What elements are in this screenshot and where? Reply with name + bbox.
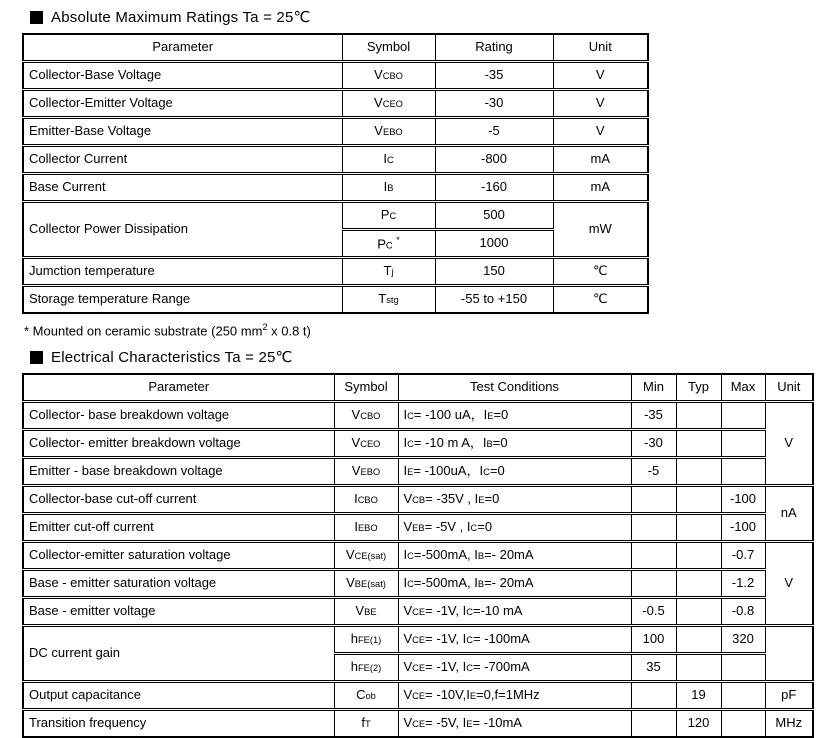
typ-cell [676,458,721,486]
unit-cell: ℃ [553,286,648,314]
t2-header-max: Max [721,374,765,402]
t2-header-unit: Unit [765,374,813,402]
typ-cell [676,598,721,626]
typ-cell [676,514,721,542]
cond-cell: IC= -100 uA，IE=0 [398,402,631,430]
datasheet-page [0,8,818,738]
cond-cell: VCE= -1V, IC=-10 mA [398,598,631,626]
unit-cell: V [765,402,813,486]
typ-cell: 19 [676,682,721,710]
table-header-row [23,34,648,62]
rating-cell: 1000 [435,230,553,258]
t1-header-rating: Rating [435,34,553,62]
unit-cell: V [765,542,813,626]
cond-cell: IC=-500mA, IB=- 20mA [398,570,631,598]
max-cell: -100 [721,514,765,542]
param-cell: Jumction temperature [23,258,342,286]
min-cell: -30 [631,430,676,458]
table-row [23,542,813,570]
symbol-cell: VCEO [334,430,398,458]
cond-cell: VEB= -5V , IC=0 [398,514,631,542]
symbol-cell: VCEO [342,90,435,118]
section2-title-text: Electrical Characteristics Ta = 25℃ [51,349,293,367]
symbol-cell: PC * [342,230,435,258]
param-cell: Base Current [23,174,342,202]
typ-cell [676,542,721,570]
cond-cell: VCE= -10V,IE=0,f=1MHz [398,682,631,710]
unit-cell: ℃ [553,258,648,286]
param-cell: Collector Power Dissipation [23,202,342,258]
symbol-cell: ICBO [334,486,398,514]
unit-cell: V [553,62,648,90]
max-cell: -0.8 [721,598,765,626]
typ-cell: 120 [676,710,721,738]
section1-title-text: Absolute Maximum Ratings Ta = 25℃ [51,9,311,26]
table-row [23,710,813,738]
table-row [23,458,813,486]
rating-cell: -160 [435,174,553,202]
param-cell: Transition frequency [23,710,334,738]
table-row [23,202,648,230]
param-cell: Collector-base cut-off current [23,486,334,514]
table-row [23,146,648,174]
rating-cell: 500 [435,202,553,230]
t2-header-typ: Typ [676,374,721,402]
min-cell [631,542,676,570]
unit-cell [765,626,813,682]
unit-cell: MHz [765,710,813,738]
symbol-cell: VCBO [342,62,435,90]
param-cell: Emitter - base breakdown voltage [23,458,334,486]
section-bullet-icon [30,351,43,364]
typ-cell [676,486,721,514]
max-cell: -100 [721,486,765,514]
table-row [23,430,813,458]
symbol-cell: VBE [334,598,398,626]
t1-header-parameter: Parameter [23,34,342,62]
rating-cell: -800 [435,146,553,174]
table-header-row [23,374,813,402]
cond-cell: VCE= -1V, IC= -700mA [398,654,631,682]
max-cell [721,458,765,486]
section2-title [30,348,818,366]
max-cell [721,654,765,682]
table-row [23,570,813,598]
param-cell: Output capacitance [23,682,334,710]
unit-cell: nA [765,486,813,542]
t2-header-symbol: Symbol [334,374,398,402]
param-cell: Collector-Base Voltage [23,62,342,90]
cond-cell: IE= -100uA，IC=0 [398,458,631,486]
max-cell: 320 [721,626,765,654]
unit-cell: V [553,118,648,146]
symbol-cell: hFE(1) [334,626,398,654]
t2-header-min: Min [631,374,676,402]
max-cell: -0.7 [721,542,765,570]
t2-header-parameter: Parameter [23,374,334,402]
table-row [23,402,813,430]
min-cell: -0.5 [631,598,676,626]
symbol-cell: VCBO [334,402,398,430]
symbol-cell: VEBO [342,118,435,146]
symbol-cell: IC [342,146,435,174]
table-row [23,286,648,314]
symbol-cell: Cob [334,682,398,710]
cond-cell: VCE= -5V, IE= -10mA [398,710,631,738]
min-cell: -5 [631,458,676,486]
cond-cell: VCB= -35V , IE=0 [398,486,631,514]
max-cell: -1.2 [721,570,765,598]
cond-cell: IC= -10 m A，IB=0 [398,430,631,458]
section-bullet-icon [30,11,43,24]
t1-header-symbol: Symbol [342,34,435,62]
param-cell: Collector- emitter breakdown voltage [23,430,334,458]
param-cell: Collector-emitter saturation voltage [23,542,334,570]
table-row [23,682,813,710]
typ-cell [676,626,721,654]
rating-cell: -5 [435,118,553,146]
typ-cell [676,570,721,598]
symbol-cell: fT [334,710,398,738]
symbol-cell: IB [342,174,435,202]
table-row [23,598,813,626]
param-cell: Collector Current [23,146,342,174]
symbol-cell: Tj [342,258,435,286]
table-row [23,514,813,542]
table-row [23,174,648,202]
typ-cell [676,402,721,430]
unit-cell: mA [553,174,648,202]
param-cell: Emitter-Base Voltage [23,118,342,146]
cond-cell: VCE= -1V, IC= -100mA [398,626,631,654]
param-cell: Storage temperature Range [23,286,342,314]
param-cell: Base - emitter voltage [23,598,334,626]
electrical-characteristics-table [22,373,814,738]
min-cell [631,514,676,542]
symbol-cell: IEBO [334,514,398,542]
min-cell: 100 [631,626,676,654]
symbol-cell: hFE(2) [334,654,398,682]
table-row [23,62,648,90]
symbol-cell: Tstg [342,286,435,314]
min-cell [631,570,676,598]
param-cell: Emitter cut-off current [23,514,334,542]
rating-cell: -30 [435,90,553,118]
min-cell [631,710,676,738]
max-cell [721,682,765,710]
symbol-cell: VEBO [334,458,398,486]
unit-cell: V [553,90,648,118]
table-row [23,486,813,514]
t1-header-unit: Unit [553,34,648,62]
min-cell: -35 [631,402,676,430]
min-cell [631,486,676,514]
rating-cell: -35 [435,62,553,90]
symbol-cell: VCE(sat) [334,542,398,570]
param-cell: Base - emitter saturation voltage [23,570,334,598]
typ-cell [676,654,721,682]
absolute-maximum-ratings-table [22,33,649,314]
typ-cell [676,430,721,458]
param-cell: DC current gain [23,626,334,682]
rating-cell: -55 to +150 [435,286,553,314]
min-cell: 35 [631,654,676,682]
max-cell [721,710,765,738]
param-cell: Collector- base breakdown voltage [23,402,334,430]
table-row [23,118,648,146]
unit-cell: mA [553,146,648,174]
max-cell [721,430,765,458]
table-row [23,90,648,118]
rating-cell: 150 [435,258,553,286]
table-row [23,258,648,286]
cond-cell: IC=-500mA, IB=- 20mA [398,542,631,570]
symbol-cell: PC [342,202,435,230]
param-cell: Collector-Emitter Voltage [23,90,342,118]
table-row [23,626,813,654]
min-cell [631,682,676,710]
t2-header-test-conditions: Test Conditions [398,374,631,402]
footnote: * Mounted on ceramic substrate (250 $mm^2$ x 0.8 t) [24,322,311,339]
unit-cell: pF [765,682,813,710]
section1-title [30,8,818,26]
max-cell [721,402,765,430]
unit-cell: mW [553,202,648,258]
symbol-cell: VBE(sat) [334,570,398,598]
